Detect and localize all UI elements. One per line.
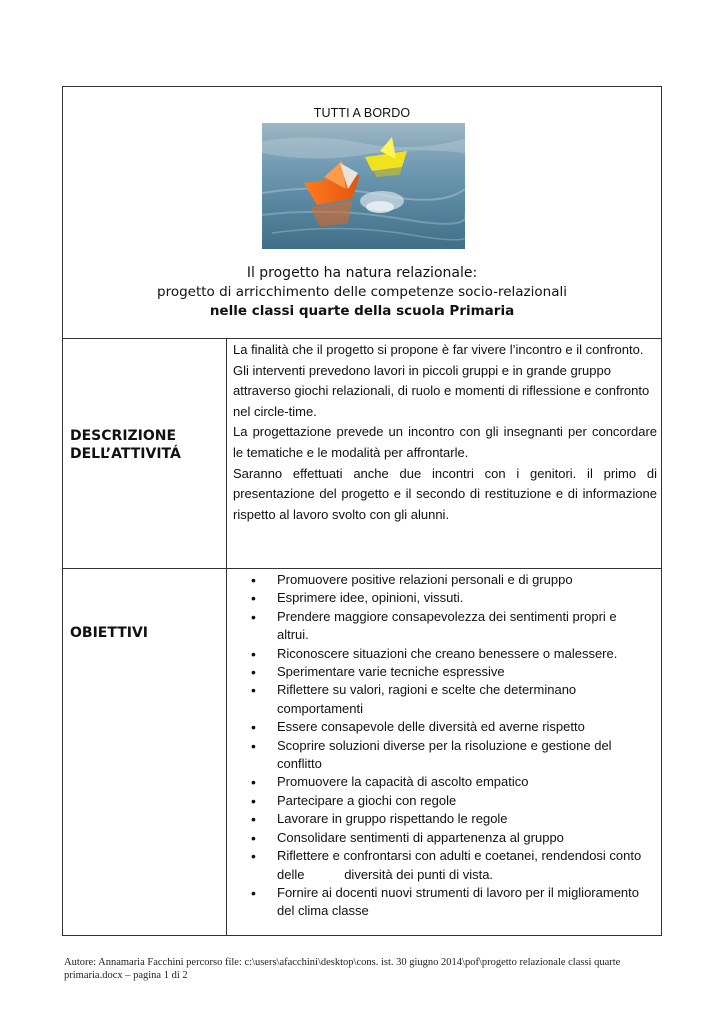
list-item: • Scoprire soluzioni diverse per la risoluzione e gestione del conflitto (251, 737, 651, 774)
page-footer: Autore: Annamaria Facchini percorso file: c:\users\afacchini\desktop\cons. ist. 30 giugno 2014\pof\progetto relazionale classi quarte primaria.docx – pagina 1 di 2 (64, 957, 621, 981)
list-item: • Riconoscere situazioni che creano benessere o malessere. (251, 645, 651, 663)
description-paragraph: La progettazione prevede un incontro con gli insegnanti per concordare le tematiche e le modalità per affrontarle. (233, 424, 657, 460)
objectives-list (251, 571, 651, 921)
list-item: • Consolidare sentimenti di appartenenza al gruppo (251, 829, 651, 847)
paper-boats-image (262, 123, 465, 249)
objectives-label: OBIETTIVI (70, 625, 149, 641)
project-table (62, 86, 662, 936)
list-item: • Partecipare a giochi con regole (251, 792, 651, 810)
list-item: • Fornire ai docenti nuovi strumenti di lavoro per il miglioramento del clima classe (251, 884, 651, 921)
description-paragraph: Gli interventi prevedono lavori in piccoli gruppi e in grande gruppo attraverso giochi relazionali, di ruolo e momenti di riflessione e confronto nel circle-time. (233, 362, 650, 419)
subtitle-line-1: Il progetto ha natura relazionale: (246, 265, 478, 281)
list-item: • Promuovere positive relazioni personali e di gruppo (251, 571, 651, 589)
description-label-line-2: DELL’ATTIVITÁ (70, 446, 181, 462)
list-item: • Lavorare in gruppo rispettando le regole (251, 810, 651, 828)
list-item: • Riflettere su valori, ragioni e scelte che determinano comportamenti (251, 681, 651, 718)
objectives-row (63, 569, 661, 935)
list-item: • Prendere maggiore consapevolezza dei sentimenti propri e altrui. (251, 608, 651, 645)
subtitle-line-2: progetto di arricchimento delle competenze socio-relazionali (157, 284, 567, 300)
list-item: • Essere consapevole delle diversità ed averne rispetto (251, 718, 651, 736)
list-item: • Promuovere la capacità di ascolto empatico (251, 773, 651, 791)
description-row (63, 338, 661, 569)
table-header-cell (63, 87, 661, 339)
description-paragraph: La finalità che il progetto si propone è far vivere l’incontro e il confronto. (233, 342, 644, 357)
description-paragraph: Saranno effettuati anche due incontri con i genitori. il primo di presentazione del progetto e il secondo di restituzione e di informazione rispetto al lavoro svolto con gli alunni. (233, 465, 657, 522)
list-item: • Sperimentare varie tecniche espressive (251, 663, 651, 681)
list-item: • Esprimere idee, opinioni, vissuti. (251, 589, 651, 607)
project-title: TUTTI A BORDO (313, 106, 411, 120)
description-text (233, 340, 657, 525)
description-label (70, 427, 181, 463)
list-item: • Riflettere e confrontarsi con adulti e coetanei, rendendosi conto delle diversità dei punti di vista. (251, 847, 651, 884)
column-divider (226, 569, 227, 935)
description-label-line-1: DESCRIZIONE (70, 428, 177, 444)
column-divider (226, 338, 227, 568)
subtitle-line-3: nelle classi quarte della scuola Primaria (209, 303, 515, 319)
